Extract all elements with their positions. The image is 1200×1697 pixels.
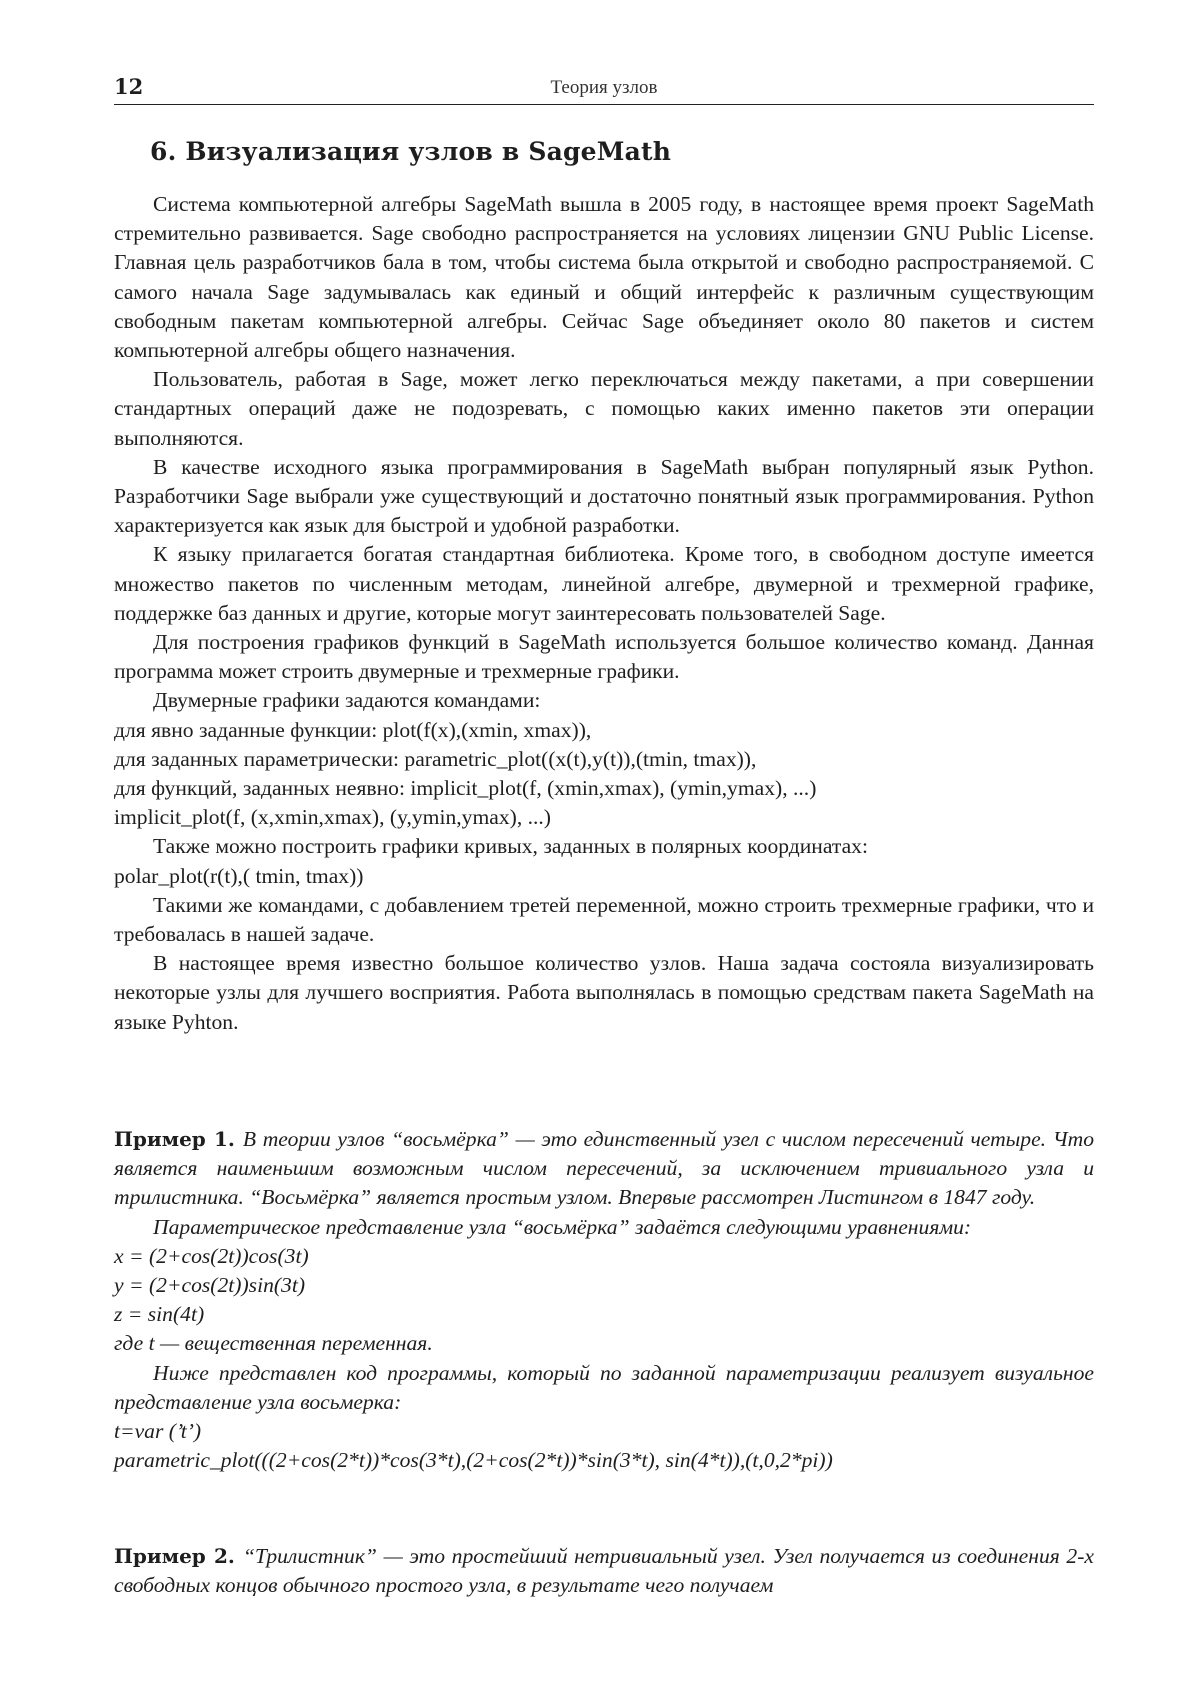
text-plot-parametric: для заданных параметрически: parametric_plot((x(t),y(t)),(tmin, tmax)), <box>114 746 757 771</box>
paragraph-standard-library: К языку прилагается богатая стандартная библиотека. Кроме того, в свободном доступе имеется множество пакетов по численным методам, линейной алгебре, двумерной и трехмерной графике, поддержке баз данных и другие, которые могут заинтересовать пользователей Sage. <box>114 542 1094 625</box>
equation-z: z = sin(4t) <box>114 1302 205 1327</box>
example-2-label: Пример 2. <box>114 1544 235 1568</box>
equation-y: y = (2+cos(2t))sin(3t) <box>114 1273 306 1298</box>
paragraph-task: В настоящее время известно большое количество узлов. Наша задача состояла визуализировать некоторые узлы для лучшего восприятия. Работа выполнялась в помощью средствам пакета SageMath на языке Pyhton. <box>114 951 1094 1034</box>
text-plot-implicit-alt: implicit_plot(f, (x,xmin,xmax), (y,ymin,ymax), ...) <box>114 805 551 830</box>
variable-note: где t — вещественная переменная. <box>114 1331 433 1356</box>
paragraph-python-language: В качестве исходного языка программирования в SageMath выбран популярный язык Python. Разработчики Sage выбрали уже существующий и достаточно понятный язык программирования. Python характеризуется как язык для быстрой и удобной разработки. <box>114 454 1094 538</box>
paragraph-plot-commands: Для построения графиков функций в SageMath используется большое количество команд. Данная программа может строить двумерные и трехмерные графики. <box>114 630 1094 684</box>
running-title: Теория узлов <box>550 77 658 98</box>
section-body <box>114 190 1094 1037</box>
paragraph-user-packages: Пользователь, работая в Sage, может легко переключаться между пакетами, а при совершении стандартных операций даже не подозревать, с помощью каких именно пакетов эти операции выполняются. <box>114 367 1094 450</box>
paragraph-sagemath-intro: Система компьютерной алгебры SageMath вышла в 2005 году, в настоящее время проект SageMath стремительно развивается. Sage свободно распространяется на условиях лицензии GNU Public License. Главная цель разработчиков бала в том, чтобы система была открытой и свободно распространяемой. С самого начала Sage задумывалась как единый и общий интерфейс к различным существующим свободным пакетам компьютерной алгебры. Сейчас Sage объединяет около 80 пакетов и систем компьютерной алгебры общего назначения. <box>114 192 1094 363</box>
equation-x: x = (2+cos(2t))cos(3t) <box>114 1243 309 1268</box>
example-1-code-intro: Ниже представлен код программы, который по заданной параметризации реализует визуальное представление узла восьмерка: <box>114 1360 1094 1414</box>
page-number: 12 <box>114 74 144 99</box>
text-polar-plot: polar_plot(r(t),( tmin, tmax)) <box>114 863 364 888</box>
code-line-var: t=var (’t’) <box>114 1419 202 1444</box>
text-plot-implicit: для функций, заданных неявно: implicit_plot(f, (xmin,xmax), (ymin,ymax), ...) <box>114 776 817 801</box>
example-2-text: “Трилистник” — это простейший нетривиальный узел. Узел получается из соединения 2-х свободных концов обычного простого узла, в результате чего получаем <box>114 1544 1094 1598</box>
example-1 <box>114 1125 1094 1475</box>
section-title: 6. Визуализация узлов в SageMath <box>150 137 672 166</box>
text-polar-intro: Также можно построить графики кривых, заданных в полярных координатах: <box>153 834 868 859</box>
example-1-param-intro: Параметрическое представление узла “восьмёрка” задаётся следующими уравнениями: <box>153 1214 972 1239</box>
example-1-label: Пример 1. <box>114 1127 235 1151</box>
running-header <box>114 74 1094 105</box>
example-1-text: В теории узлов “восьмёрка” — это единственный узел с числом пересечений четыре. Что является наименьшим возможным числом пересечений, за исключением тривиального узла и трилистника. “Восьмёрка” является простым узлом. Впервые рассмотрен Листингом в 1847 году. <box>114 1127 1094 1210</box>
paragraph-3d-plots: Такими же командами, с добавлением третей переменной, можно строить трехмерные графики, что и требовалась в нашей задаче. <box>114 892 1094 947</box>
example-1-statement <box>114 1125 1094 1213</box>
code-line-parametric-plot: parametric_plot(((2+cos(2*t))*cos(3*t),(2+cos(2*t))*sin(3*t), sin(4*t)),(t,0,2*pi)) <box>114 1448 833 1473</box>
text-plot-explicit: для явно заданные функции: plot(f(x),(xmin, xmax)), <box>114 717 592 742</box>
example-2 <box>114 1542 1094 1600</box>
example-2-statement <box>114 1542 1094 1600</box>
text-2d-plots-intro: Двумерные графики задаются командами: <box>153 688 541 713</box>
